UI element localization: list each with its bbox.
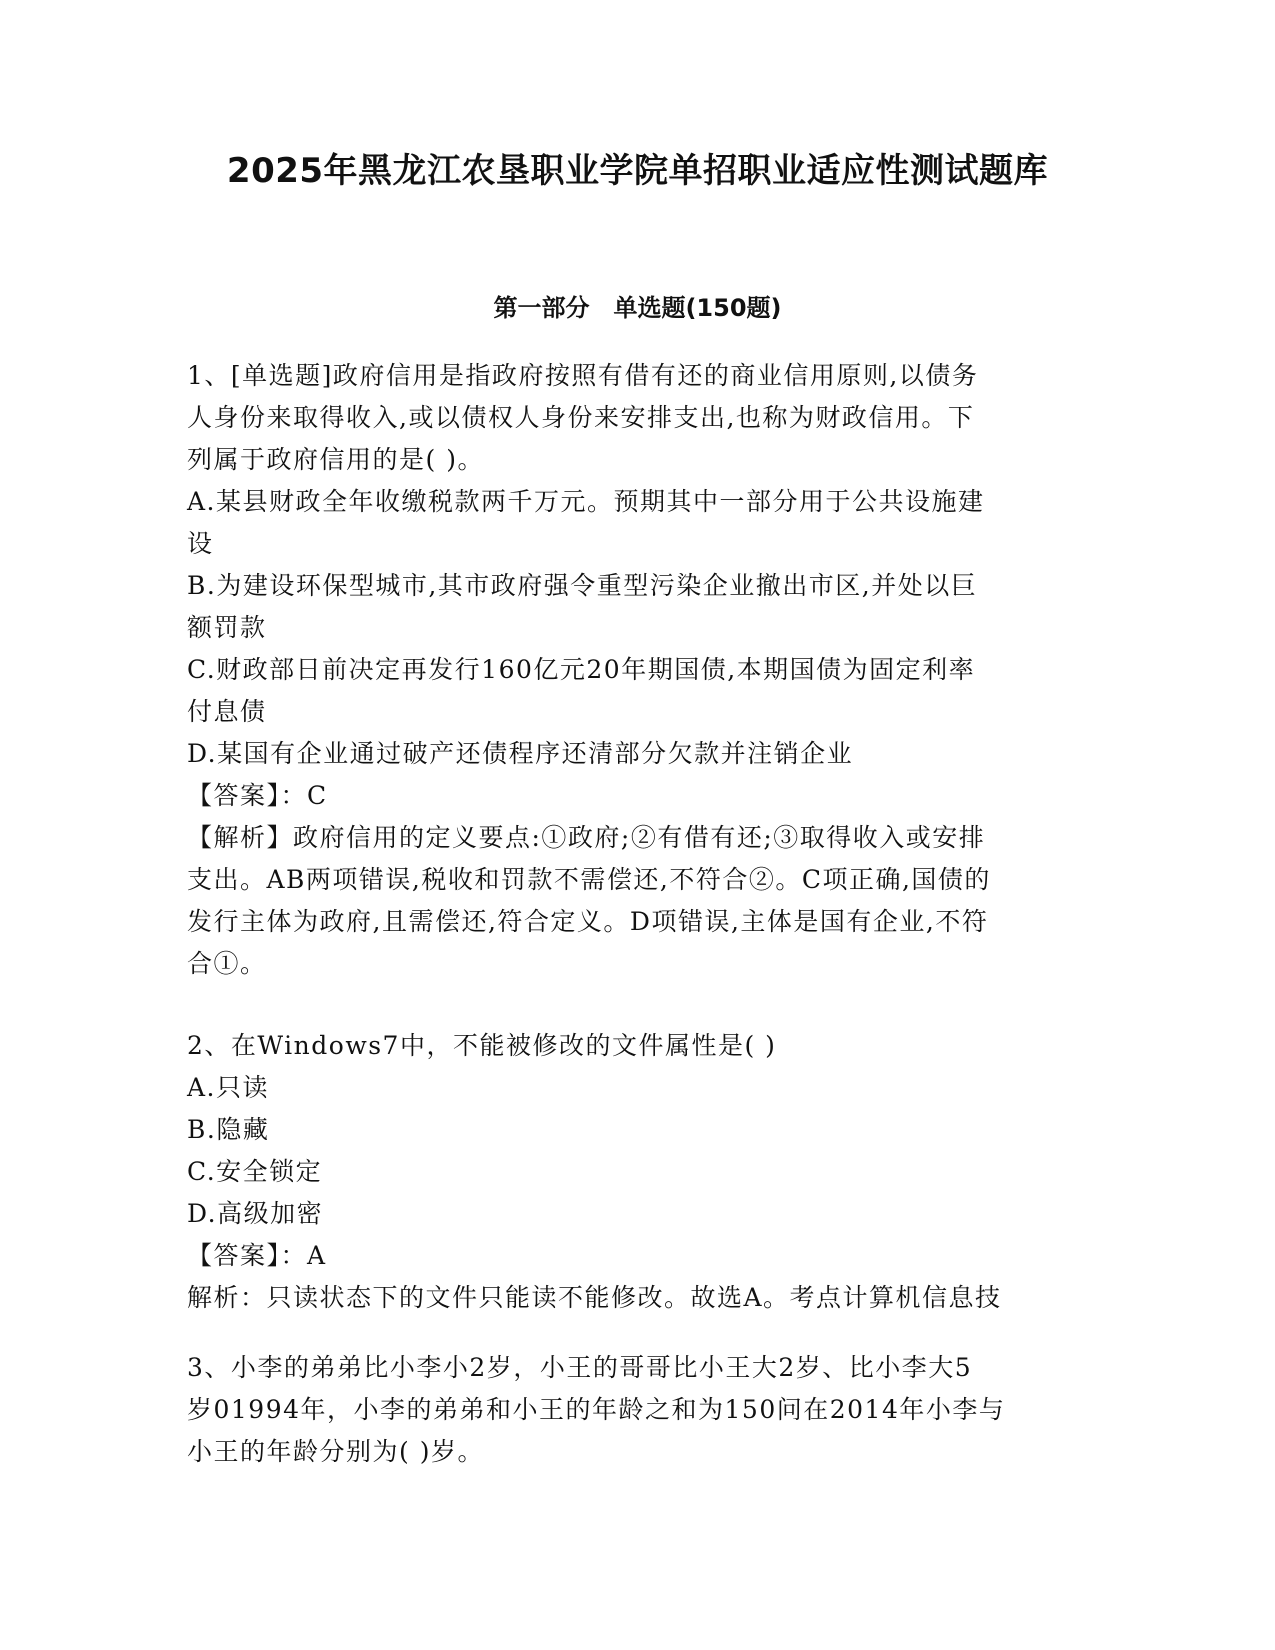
question-2-option-d: D.高级加密 [187, 1199, 324, 1228]
question-3-stem-line-2: 岁01994年，小李的弟弟和小王的年龄之和为150问在2014年小李与 [187, 1395, 1006, 1424]
question-1-option-c-line-1: C.财政部日前决定再发行160亿元20年期国债,本期国债为固定利率 [187, 655, 976, 684]
question-1-option-b-line-2: 额罚款 [187, 613, 267, 642]
question-3 [187, 1347, 1087, 1473]
question-1-analysis-line-4: 合①。 [187, 949, 267, 978]
question-3-stem-line-1: 3、小李的弟弟比小李小2岁，小王的哥哥比小王大2岁、比小李大5 [187, 1353, 973, 1382]
question-2-option-a: A.只读 [187, 1073, 270, 1102]
question-1-analysis-line-2: 支出。AB两项错误,税收和罚款不需偿还,不符合②。C项正确,国债的 [187, 865, 991, 894]
question-1-option-c-line-2: 付息债 [187, 697, 267, 726]
question-1-stem-line-2: 人身份来取得收入,或以债权人身份来安排支出,也称为财政信用。下 [187, 403, 975, 432]
question-1-stem-line-3: 列属于政府信用的是( )。 [187, 445, 484, 474]
question-2-option-c: C.安全锁定 [187, 1157, 323, 1186]
question-2-stem: 2、在Windows7中，不能被修改的文件属性是( ) [187, 1031, 777, 1060]
question-2-answer: 【答案】：A [187, 1241, 327, 1270]
question-3-stem-line-3: 小王的年龄分别为( )岁。 [187, 1437, 484, 1466]
question-1-option-d: D.某国有企业通过破产还债程序还清部分欠款并注销企业 [187, 739, 854, 768]
question-2-analysis: 解析：只读状态下的文件只能读不能修改。故选A。考点计算机信息技 [187, 1283, 1002, 1312]
question-1-answer: 【答案】：C [187, 781, 328, 810]
question-1-option-a-line-2: 设 [187, 529, 214, 558]
question-1-stem-line-1: 1、[单选题]政府信用是指政府按照有借有还的商业信用原则,以债务 [187, 361, 979, 390]
question-1-option-b-line-1: B.为建设环保型城市,其市政府强令重型污染企业撤出市区,并处以巨 [187, 571, 978, 600]
question-2 [187, 1025, 1087, 1319]
question-1 [187, 355, 1087, 985]
question-2-option-b: B.隐藏 [187, 1115, 270, 1144]
question-1-analysis-line-3: 发行主体为政府,且需偿还,符合定义。D项错误,主体是国有企业,不符 [187, 907, 989, 936]
question-1-option-a-line-1: A.某县财政全年收缴税款两千万元。预期其中一部分用于公共设施建 [187, 487, 985, 516]
document-title: 2025年黑龙江农垦职业学院单招职业适应性测试题库 [226, 151, 1049, 191]
question-1-analysis-line-1: 【解析】政府信用的定义要点:①政府;②有借有还;③取得收入或安排 [187, 823, 986, 852]
section-title: 第一部分 单选题(150题) [493, 294, 782, 322]
